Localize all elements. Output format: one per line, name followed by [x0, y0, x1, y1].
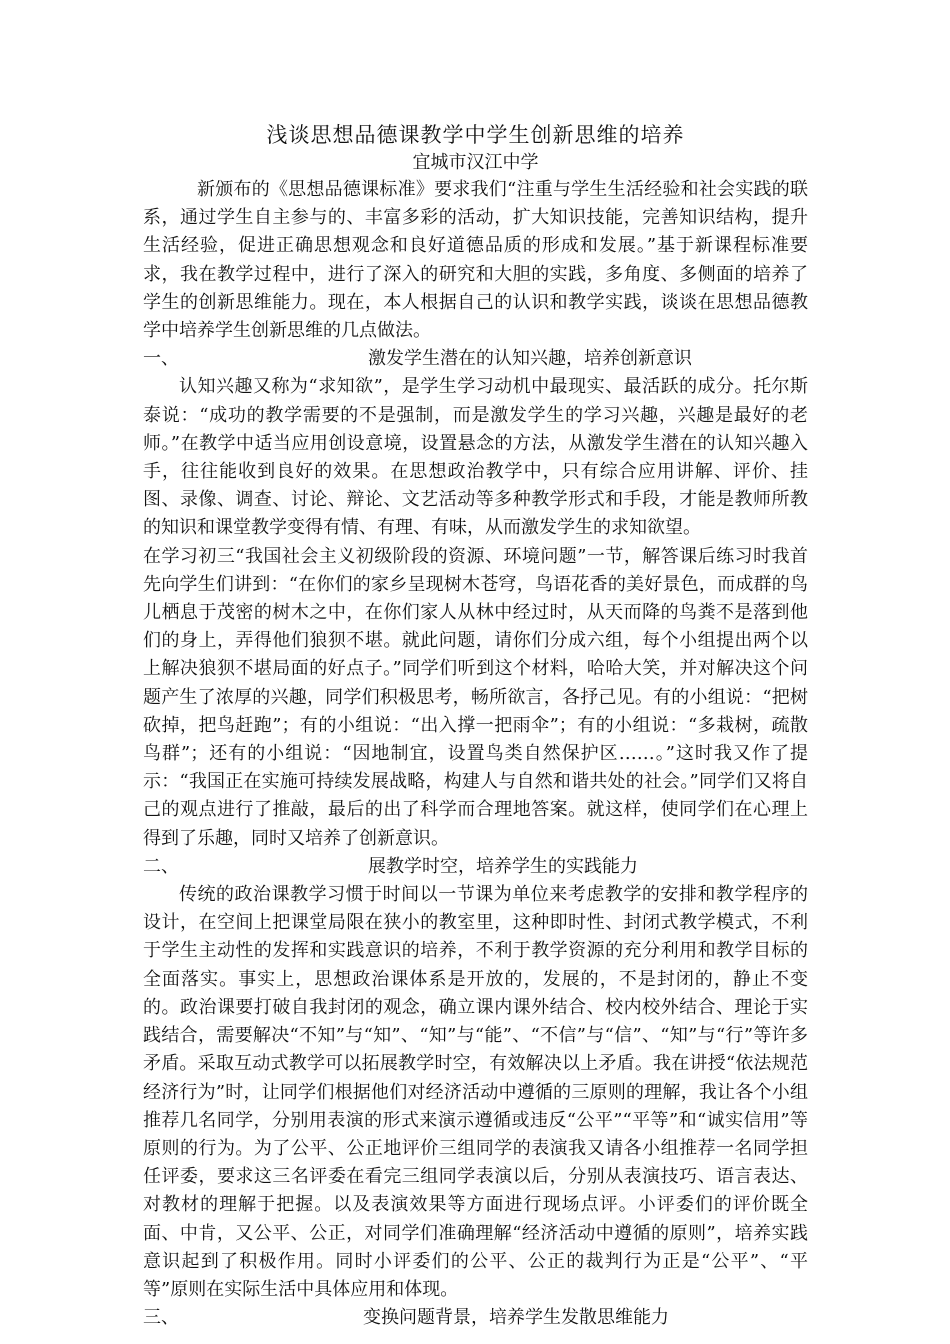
document-title: 浅谈思想品德课教学中学生创新思维的培养 [266, 123, 685, 147]
section-number: 二、 [143, 855, 179, 877]
section-title: 激发学生潜在的认知兴趣，培养创新意识 [368, 348, 692, 370]
author-line: 宜城市汉江中学 [412, 152, 539, 173]
section-number: 三、 [143, 1307, 179, 1329]
body-paragraph: 认知兴趣又称为“求知欲”，是学生学习动机中最现实、最活跃的成分。托尔斯泰说：“成功的教学需要的不是强制，而是激发学生的学习兴趣，兴趣是最好的老师。”在教学中适当应用创设意境，设置悬念的方法，从激发学生潜在的认知兴趣入手，往往能收到良好的效果。在思想政治教学中，只有综合应用讲解、评价、挂图、录像、调查、讨论、辩论、文艺活动等多种教学形式和手段，才能是教师所教的知识和课堂教学变得有情、有理、有味，从而激发学生的求知欲望。 [143, 376, 808, 539]
section-title: 展教学时空，培养学生的实践能力 [368, 855, 638, 877]
body-paragraph: 在学习初三“我国社会主义初级阶段的资源、环境问题”一节，解答课后练习时我首先向学生们讲到：“在你们的家乡呈现树木苍穹，鸟语花香的美好景色，而成群的鸟儿栖息于茂密的树木之中，在你们家人从林中经过时，从天而降的鸟粪不是落到他们的身上，弄得他们狼狈不堪。就此问题，请你们分成六组，每个小组提出两个以上解决狼狈不堪局面的好点子。”同学们听到这个材料，哈哈大笑，并对解决这个问题产生了浓厚的兴趣，同学们积极思考，畅所欲言，各抒己见。有的小组说：“把树砍掉，把鸟赶跑”；有的小组说：“出入撑一把雨伞”；有的小组说：“多栽树，疏散鸟群”；还有的小组说：“因地制宜，设置鸟类自然保护区……。”这时我又作了提示：“我国正在实施可持续发展战略，构建人与自然和谐共处的社会。”同学们又将自己的观点进行了推敲，最后的出了科学而合理地答案。就这样，使同学们在心理上得到了乐趣，同时又培养了创新意识。 [143, 545, 808, 849]
document-page [143, 120, 808, 1332]
section-heading-2 [143, 853, 808, 881]
section-heading-1 [143, 345, 808, 373]
body-paragraph: 传统的政治课教学习惯于时间以一节课为单位来考虑教学的安排和教学程序的设计，在空间上把课堂局限在狭小的教室里，这种即时性、封闭式教学模式，不利于学生主动性的发挥和实践意识的培养，不利于教学资源的充分利用和教学目标的全面落实。事实上，思想政治课体系是开放的，发展的，不是封闭的，静止不变的。政治课要打破自我封闭的观念，确立课内课外结合、校内校外结合、理论于实践结合，需要解决“不知”与“知”、“知”与“能”、“不信”与“信”、“知”与“行”等许多矛盾。采取互动式教学可以拓展教学时空，有效解决以上矛盾。我在讲授“依法规范经济行为”时，让同学们根据他们对经济活动中遵循的三原则的理解，我让各个小组推荐几名同学，分别用表演的形式来演示遵循或违反“公平”“平等”和“诚实信用”等原则的行为。为了公平、公正地评价三组同学的表演我又请各小组推荐一名同学担任评委，要求这三名评委在看完三组同学表演以后，分别从表演技巧、语言表达、对教材的理解于把握。以及表演效果等方面进行现场点评。小评委们的评价既全面、中肯，又公平、公正，对同学们准确理解“经济活动中遵循的原则”，培养实践意识起到了积极作用。同时小评委们的公平、公正的裁判行为正是“公平”、“平等”原则在实际生活中具体应用和体现。 [143, 884, 808, 1300]
intro-paragraph: 新颁布的《思想品德课标准》要求我们“注重与学生生活经验和社会实践的联系，通过学生自主参与的、丰富多彩的活动，扩大知识技能，完善知识结构，提升生活经验，促进正确思想观念和良好道德品质的形成和发展。”基于新课程标准要求，我在教学过程中，进行了深入的研究和大胆的实践，多角度、多侧面的培养了学生的创新思维能力。现在，本人根据自己的认识和教学实践，谈谈在思想品德教学中培养学生创新思维的几点做法。 [143, 179, 808, 342]
section-number: 一、 [143, 348, 179, 370]
section-heading-3 [143, 1304, 808, 1332]
section-title: 变换问题背景，培养学生发散思维能力 [363, 1307, 669, 1329]
